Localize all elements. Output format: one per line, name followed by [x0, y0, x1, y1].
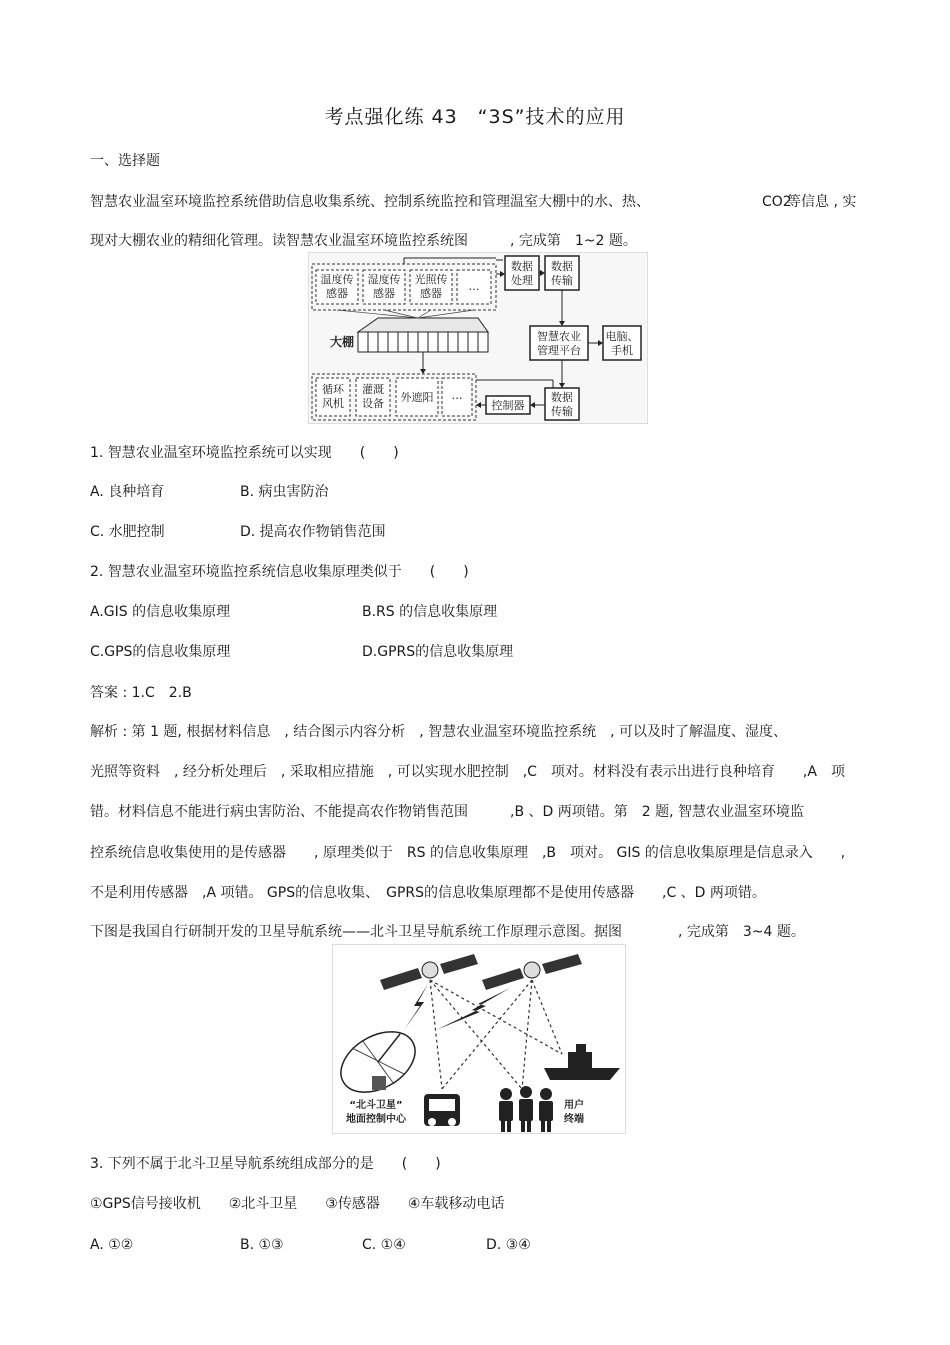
- data-processing-label-1: 数据: [511, 260, 533, 273]
- analysis-line-2: 光照等资料 , 经分析处理后 , 采取相应措施 , 可以实现水肥控制 ,C 项对。材料没有表示出进行良种培育 ,A 项: [90, 764, 845, 780]
- data-transfer-label-1: 数据: [551, 260, 573, 273]
- q3-option-a: A. ①②: [90, 1237, 134, 1253]
- user-terminal-label-1: 用户: [564, 1100, 584, 1111]
- user-terminal-label-2: 终端: [564, 1114, 584, 1125]
- analysis-line-4: 控系统信息收集使用的是传感器 , 原理类似于 RS 的信息收集原理 ,B 项对。 GIS 的信息收集原理是信息录入 ,: [90, 845, 846, 861]
- circulation-fan-label-1: 循环: [322, 383, 344, 396]
- circulation-fan-label-2: 风机: [322, 397, 344, 410]
- q2-option-a: A.GIS 的信息收集原理: [90, 604, 231, 620]
- q2-option-c: C.GPS的信息收集原理: [90, 644, 231, 660]
- external-shade-label: 外遮阳: [400, 391, 434, 404]
- q2-option-d: D.GPRS的信息收集原理: [362, 644, 514, 660]
- q1-option-d: D. 提高农作物销售范围: [240, 524, 386, 540]
- humidity-sensor-label-1: 湿度传: [367, 273, 401, 286]
- controller-label: 控制器: [491, 399, 525, 412]
- q3-option-c: C. ①④: [362, 1237, 406, 1253]
- analysis-line-5: 不是利用传感器 ,A 项错。 GPS的信息收集、 GPRS的信息收集原理都不是使用传感器 ,C 、D 两项错。: [90, 885, 766, 901]
- vehicle-icon: [424, 1094, 460, 1126]
- beidou-navigation-diagram: [332, 944, 626, 1134]
- intro-1-line-2: 现对大棚农业的精细化管理。读智慧农业温室环境监控系统图 , 完成第 1~2 题。: [90, 233, 637, 249]
- temperature-sensor-label-1: 温度传: [320, 273, 354, 286]
- ground-center-label-2: 地面控制中心: [346, 1114, 406, 1125]
- greenhouse-label: 大棚: [330, 335, 355, 349]
- data-processing-label-2: 处理: [511, 274, 533, 287]
- data-transfer-2-label-1: 数据: [551, 391, 573, 404]
- management-platform-label-1: 智慧农业: [537, 330, 581, 343]
- more-devices-label: …: [451, 389, 463, 402]
- analysis-line-1: 解析 : 第 1 题, 根据材料信息 , 结合图示内容分析 , 智慧农业温室环境监控系统 , 可以及时了解温度、湿度、: [90, 724, 788, 740]
- q3-items: ①GPS信号接收机 ②北斗卫星 ③传感器 ④车载移动电话: [90, 1196, 505, 1212]
- section-heading: 一、选择题: [90, 153, 160, 169]
- computer-phone-label-1: 电脑、: [605, 330, 639, 343]
- greenhouse-system-diagram: [308, 252, 648, 424]
- q1-option-b: B. 病虫害防治: [240, 484, 329, 500]
- temperature-sensor-label-2: 感器: [326, 287, 348, 300]
- q2-option-b: B.RS 的信息收集原理: [362, 604, 498, 620]
- q3-stem: 3. 下列不属于北斗卫星导航系统组成部分的是 ( ): [90, 1156, 441, 1172]
- intro-1-line-1: 智慧农业温室环境监控系统借助信息收集系统、控制系统监控和管理温室大棚中的水、热、: [90, 194, 650, 210]
- answer-line: 答案 : 1.C 2.B: [90, 685, 192, 701]
- q3-option-d: D. ③④: [486, 1237, 531, 1253]
- data-transfer-2-label-2: 传输: [551, 405, 573, 418]
- q1-option-a: A. 良种培育: [90, 484, 165, 500]
- management-platform-label-2: 管理平台: [537, 344, 581, 357]
- ground-center-label-1: “北斗卫星”: [349, 1100, 403, 1111]
- q2-stem: 2. 智慧农业温室环境监控系统信息收集原理类似于 ( ): [90, 564, 469, 580]
- page-title: 考点强化练 43 “3S”技术的应用: [324, 106, 626, 128]
- light-sensor-label-2: 感器: [420, 287, 442, 300]
- intro-2: 下图是我国自行研制开发的卫星导航系统——北斗卫星导航系统工作原理示意图。据图 , 完成第 3~4 题。: [90, 924, 805, 940]
- light-sensor-label-1: 光照传: [414, 273, 448, 286]
- humidity-sensor-label-2: 感器: [373, 287, 395, 300]
- more-sensors-label: …: [468, 280, 480, 293]
- intro-1-line-1-end: 等信息 , 实: [787, 194, 857, 210]
- q1-option-c: C. 水肥控制: [90, 524, 165, 540]
- computer-phone-label-2: 手机: [611, 344, 633, 357]
- data-transfer-label-2: 传输: [551, 274, 573, 287]
- q1-stem: 1. 智慧农业温室环境监控系统可以实现 ( ): [90, 445, 399, 461]
- irrigation-equipment-label-1: 灌溉: [362, 383, 384, 396]
- intro-1-co2: CO2: [762, 194, 792, 210]
- irrigation-equipment-label-2: 设备: [362, 397, 384, 410]
- analysis-line-3: 错。材料信息不能进行病虫害防治、不能提高农作物销售范围 ,B 、D 两项错。第 2 题, 智慧农业温室环境监: [90, 804, 804, 820]
- q3-option-b: B. ①③: [240, 1237, 284, 1253]
